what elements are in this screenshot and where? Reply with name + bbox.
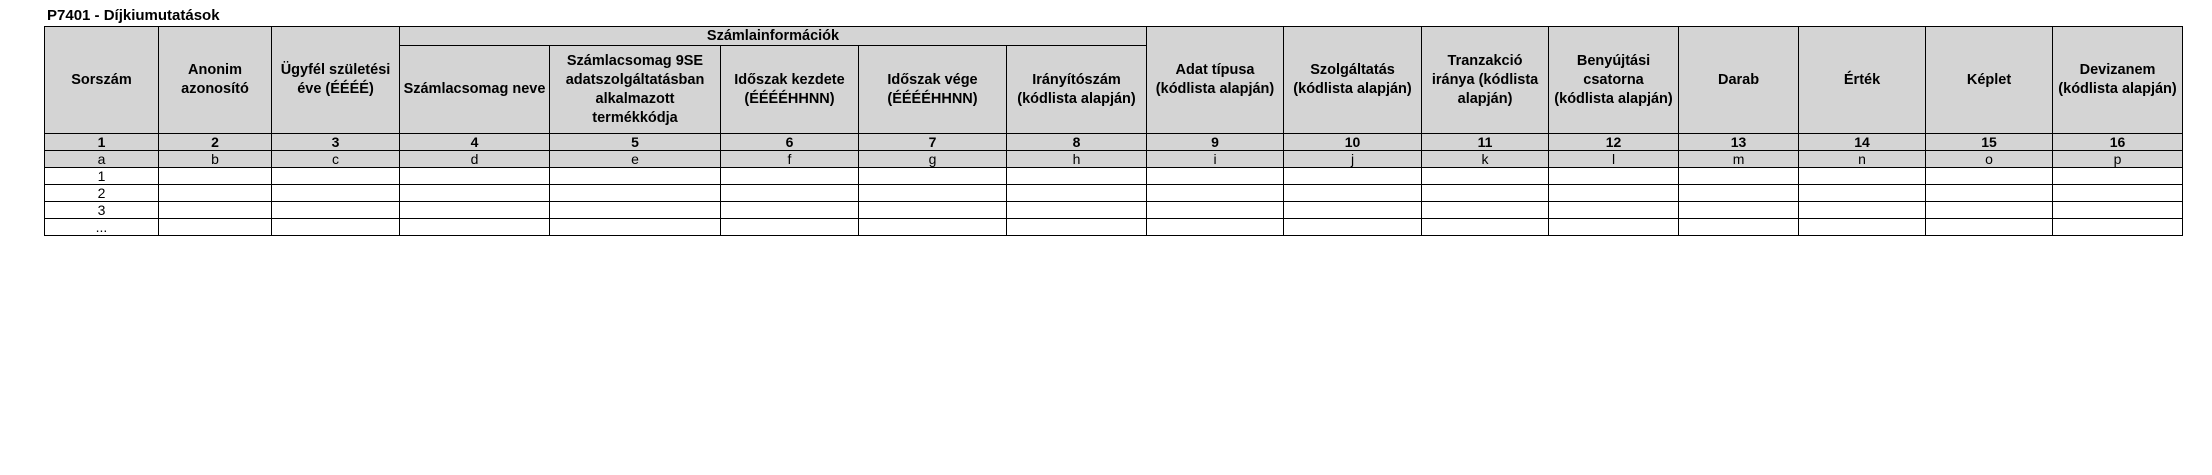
table-cell[interactable] [721, 168, 859, 185]
table-row [45, 219, 2183, 236]
table-row [45, 168, 2183, 185]
column-letter: m [1679, 151, 1799, 168]
row-number-cell[interactable]: 3 [45, 202, 159, 219]
row-number-cell[interactable]: ... [45, 219, 159, 236]
column-header: Időszak vége (ÉÉÉÉHHNN) [859, 46, 1007, 134]
table-cell[interactable] [2053, 168, 2183, 185]
fee-statement-table [44, 26, 2183, 236]
table-cell[interactable] [272, 168, 400, 185]
column-header: Időszak kezdete (ÉÉÉÉHHNN) [721, 46, 859, 134]
column-letter: e [550, 151, 721, 168]
column-number: 4 [400, 134, 550, 151]
table-cell[interactable] [1679, 168, 1799, 185]
column-letter: c [272, 151, 400, 168]
table-cell[interactable] [721, 185, 859, 202]
table-cell[interactable] [859, 168, 1007, 185]
table-cell[interactable] [159, 185, 272, 202]
column-header: Devizanem (kódlista alapján) [2053, 27, 2183, 134]
table-cell[interactable] [1422, 202, 1549, 219]
sheet-title: P7401 - Díjkiumutatások [47, 7, 220, 24]
column-letter: g [859, 151, 1007, 168]
table-cell[interactable] [1147, 202, 1284, 219]
table-cell[interactable] [1422, 168, 1549, 185]
column-header: Számlacsomag 9SE adatszolgáltatásban alkalmazott termékkódja [550, 46, 721, 134]
column-header: Irányítószám (kódlista alapján) [1007, 46, 1147, 134]
column-number: 6 [721, 134, 859, 151]
table-cell[interactable] [272, 185, 400, 202]
table-cell[interactable] [159, 202, 272, 219]
column-header: Anonim azonosító [159, 27, 272, 134]
column-letter: h [1007, 151, 1147, 168]
table-cell[interactable] [400, 185, 550, 202]
column-number: 12 [1549, 134, 1679, 151]
table-cell[interactable] [1926, 185, 2053, 202]
table-cell[interactable] [721, 219, 859, 236]
column-letter: b [159, 151, 272, 168]
column-letter: o [1926, 151, 2053, 168]
table-cell[interactable] [1147, 168, 1284, 185]
table-cell[interactable] [2053, 219, 2183, 236]
column-letter: n [1799, 151, 1926, 168]
column-letter: a [45, 151, 159, 168]
table-cell[interactable] [159, 219, 272, 236]
table-cell[interactable] [1422, 185, 1549, 202]
column-number: 2 [159, 134, 272, 151]
table-cell[interactable] [1147, 185, 1284, 202]
table-cell[interactable] [859, 202, 1007, 219]
table-cell[interactable] [1679, 219, 1799, 236]
table-cell[interactable] [272, 219, 400, 236]
table-cell[interactable] [721, 202, 859, 219]
column-number: 11 [1422, 134, 1549, 151]
column-letter: l [1549, 151, 1679, 168]
column-letter: d [400, 151, 550, 168]
column-header: Sorszám [45, 27, 159, 134]
table-cell[interactable] [1284, 185, 1422, 202]
column-number: 3 [272, 134, 400, 151]
column-number: 7 [859, 134, 1007, 151]
table-cell[interactable] [1007, 219, 1147, 236]
table-cell[interactable] [1549, 202, 1679, 219]
table-cell[interactable] [1007, 202, 1147, 219]
table-cell[interactable] [1284, 219, 1422, 236]
table-row [45, 185, 2183, 202]
column-number: 10 [1284, 134, 1422, 151]
column-header: Tranzakció iránya (kódlista alapján) [1422, 27, 1549, 134]
column-header: Ügyfél születési éve (ÉÉÉÉ) [272, 27, 400, 134]
table-cell[interactable] [859, 185, 1007, 202]
data-rows [45, 168, 2183, 236]
table-cell[interactable] [550, 185, 721, 202]
column-number-row [45, 134, 2183, 151]
column-header: Adat típusa (kódlista alapján) [1147, 27, 1284, 134]
row-number-cell[interactable]: 1 [45, 168, 159, 185]
table-cell[interactable] [1007, 185, 1147, 202]
table-cell[interactable] [1284, 168, 1422, 185]
table-cell[interactable] [400, 219, 550, 236]
column-number: 1 [45, 134, 159, 151]
column-header: Érték [1799, 27, 1926, 134]
table-cell[interactable] [859, 219, 1007, 236]
column-number: 9 [1147, 134, 1284, 151]
group-header-account-info: Számlainformációk [400, 27, 1147, 46]
column-letter-row [45, 151, 2183, 168]
column-letter: k [1422, 151, 1549, 168]
column-number: 8 [1007, 134, 1147, 151]
table-cell[interactable] [1926, 168, 2053, 185]
column-header: Képlet [1926, 27, 2053, 134]
table-cell[interactable] [400, 202, 550, 219]
table-cell[interactable] [1549, 219, 1679, 236]
table-cell[interactable] [272, 202, 400, 219]
table-row [45, 202, 2183, 219]
table-cell[interactable] [159, 168, 272, 185]
table-cell[interactable] [1799, 202, 1926, 219]
table-cell[interactable] [1007, 168, 1147, 185]
column-number: 16 [2053, 134, 2183, 151]
column-number: 5 [550, 134, 721, 151]
table-cell[interactable] [400, 168, 550, 185]
column-letter: p [2053, 151, 2183, 168]
table-cell[interactable] [550, 168, 721, 185]
row-number-cell[interactable]: 2 [45, 185, 159, 202]
column-letter: f [721, 151, 859, 168]
table-cell[interactable] [550, 202, 721, 219]
table-cell[interactable] [2053, 202, 2183, 219]
table-cell[interactable] [1799, 219, 1926, 236]
column-header: Benyújtási csatorna (kódlista alapján) [1549, 27, 1679, 134]
column-header: Darab [1679, 27, 1799, 134]
table-cell[interactable] [1679, 185, 1799, 202]
table-cell[interactable] [1147, 219, 1284, 236]
table-cell[interactable] [1549, 168, 1679, 185]
table-cell[interactable] [2053, 185, 2183, 202]
column-number: 13 [1679, 134, 1799, 151]
column-number: 14 [1799, 134, 1926, 151]
table-cell[interactable] [1926, 219, 2053, 236]
table-cell[interactable] [1422, 219, 1549, 236]
table-cell[interactable] [1549, 185, 1679, 202]
column-letter: i [1147, 151, 1284, 168]
column-header: Számlacsomag neve [400, 46, 550, 134]
column-number: 15 [1926, 134, 2053, 151]
column-letter: j [1284, 151, 1422, 168]
table-cell[interactable] [1799, 168, 1926, 185]
table-cell[interactable] [1926, 202, 2053, 219]
table-cell[interactable] [550, 219, 721, 236]
table-cell[interactable] [1679, 202, 1799, 219]
table-cell[interactable] [1799, 185, 1926, 202]
column-header: Szolgáltatás (kódlista alapján) [1284, 27, 1422, 134]
table-cell[interactable] [1284, 202, 1422, 219]
